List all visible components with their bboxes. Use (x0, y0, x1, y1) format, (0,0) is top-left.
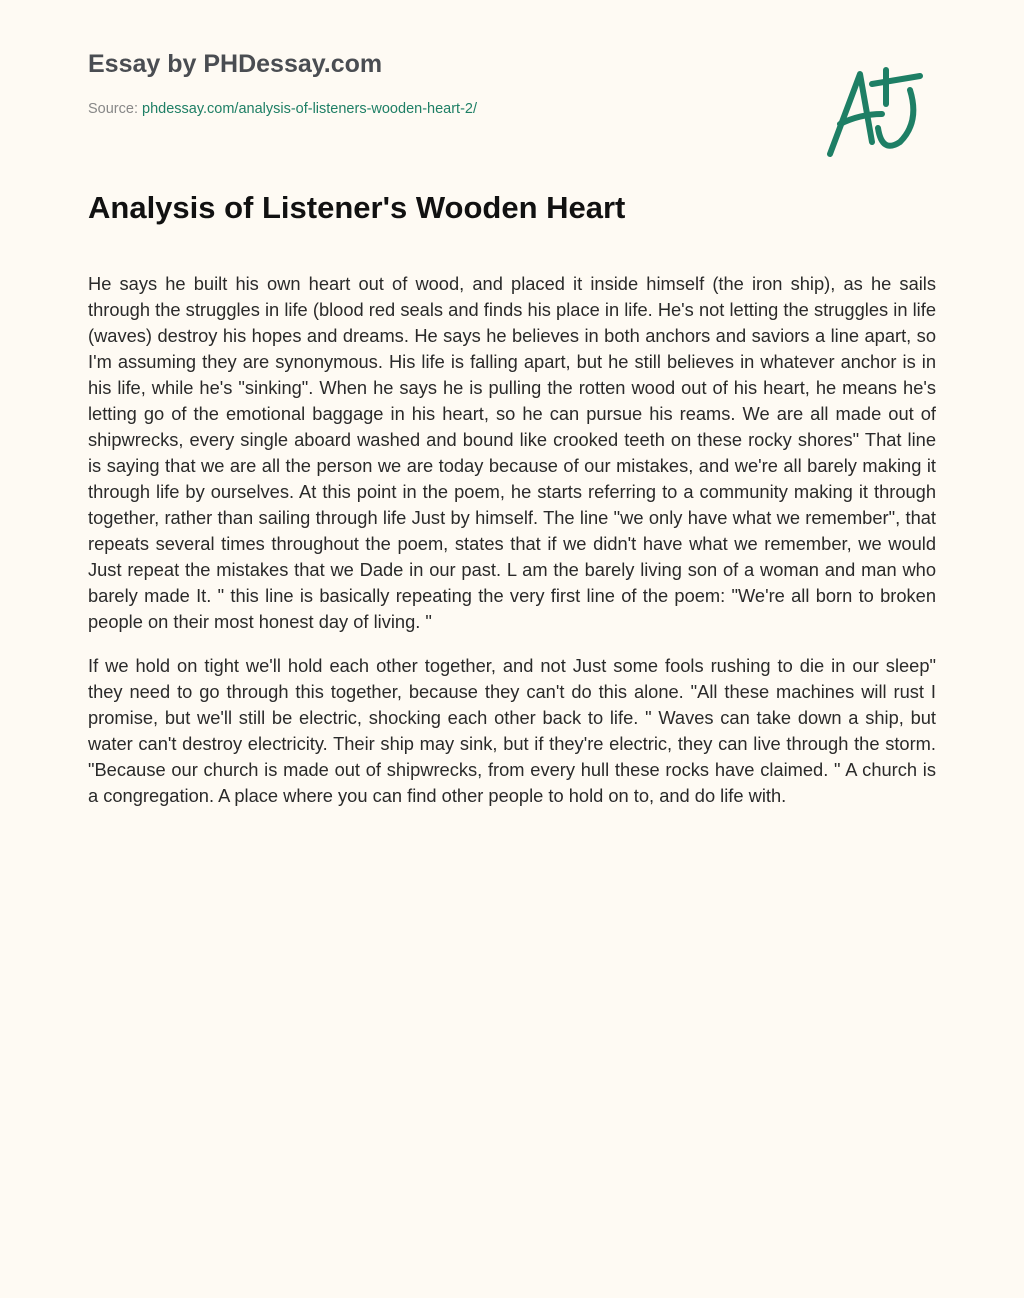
a-plus-logo-icon (820, 62, 930, 162)
paragraph: He says he built his own heart out of wood, and placed it inside himself (the iron ship), as he sails through the struggles in life (blood red seals and finds his place in life. He's not letting the struggles in life (waves) destroy his hopes and dreams. He says he believes in both anchors and saviors a line apart, so I'm assuming they are synonymous. His life is falling apart, but he still believes in whatever anchor is in his life, while he's "sinking". When he says he is pulling the rotten wood out of his heart, he means he's letting go of the emotional baggage in his heart, so he can pursue his reams. We are all made out of shipwrecks, every single aboard washed and bound like crooked teeth on these rocky shores" That line is saying that we are all the person we are today because of our mistakes, and we're all barely making it through life by ourselves. At this point in the poem, he starts referring to a community making it through together, rather than sailing through life Just by himself. The line "we only have what we remember", that repeats several times throughout the poem, states that if we didn't have what we remember, we would Just repeat the mistakes that we Dade in our past. L am the barely living son of a woman and man who barely made It. " this line is basically repeating the very first line of the poem: "We're all born to broken people on their most honest day of living. " (88, 273, 936, 632)
source-label: Source: (88, 101, 142, 117)
source-line (88, 101, 477, 117)
article-body (88, 271, 936, 827)
paragraph: If we hold on tight we'll hold each other together, and not Just some fools rushing to die in our sleep" they need to go through this together, because they can't do this alone. "All these machines will rust I promise, but we'll still be electric, shocking each other back to life. " Waves can take down a ship, but water can't destroy electricity. Their ship may sink, but if they're electric, they can live through the storm. "Because our church is made out of shipwrecks, from every hull these rocks have claimed. " A church is a congregation. A place where you can find other people to hold on to, and do life with. (88, 655, 936, 806)
page-title: Analysis of Listener's Wooden Heart (88, 190, 626, 225)
source-link[interactable]: phdessay.com/analysis-of-listeners-wooden-heart-2/ (142, 101, 477, 117)
site-brand: Essay by PHDessay.com (88, 50, 383, 78)
